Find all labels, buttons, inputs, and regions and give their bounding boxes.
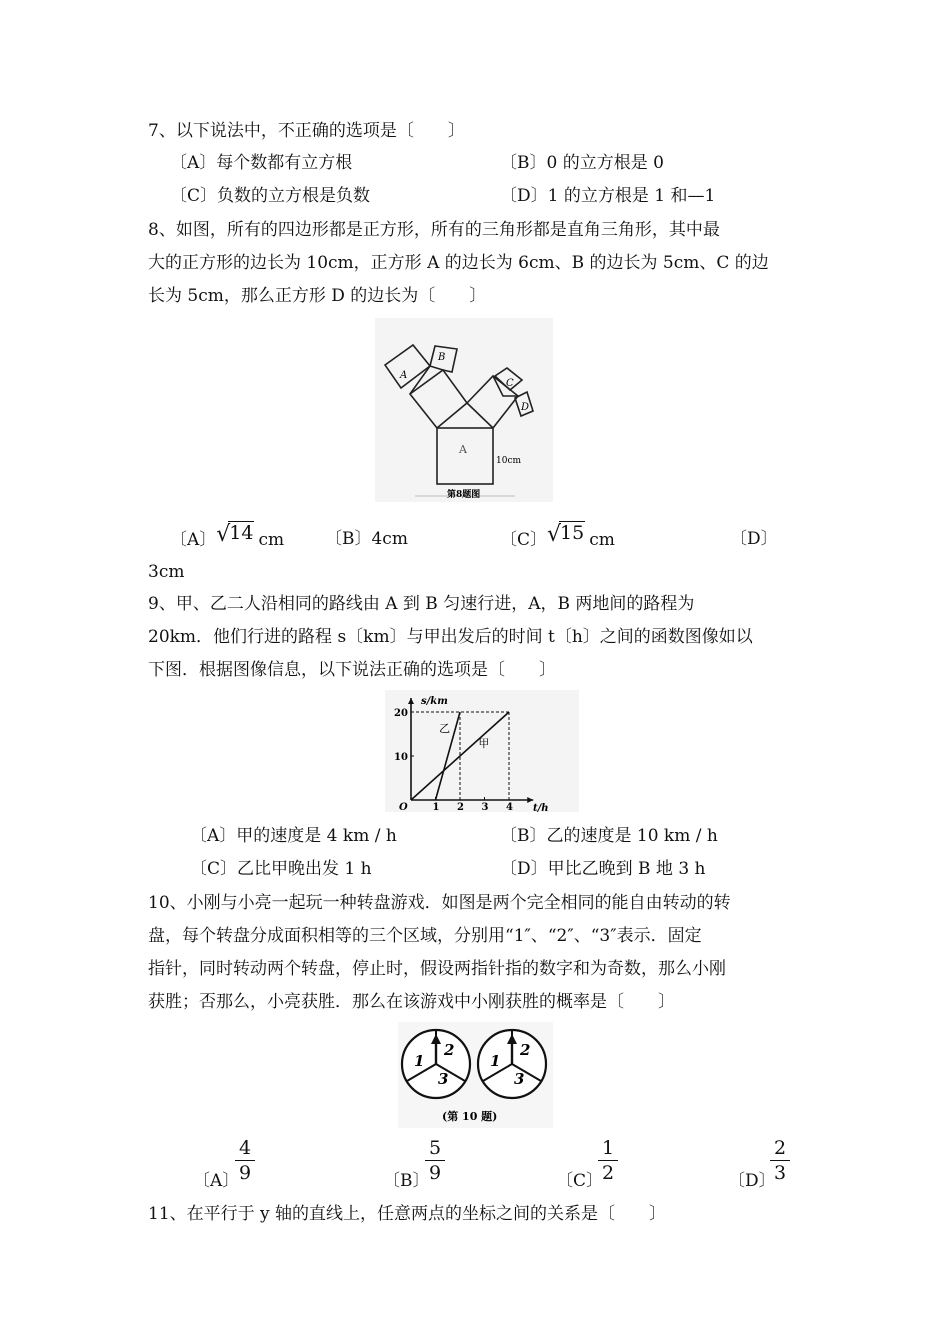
q10-option-c-prefix: 〔C〕 [556, 1171, 604, 1191]
q10-option-a-fraction [235, 1137, 255, 1184]
q8-option-d-prefix: 〔D〕 [730, 529, 778, 549]
origin-label: O [399, 802, 408, 812]
q9-option-a: 〔A〕甲的速度是 4 km / h [190, 826, 397, 846]
q8-label-d: D [521, 402, 530, 413]
q8-label-a-small: A [400, 370, 408, 381]
q7-option-b: 〔B〕0 的立方根是 0 [500, 153, 664, 173]
q9-line-1: 9、甲、乙二人沿相同的路线由 A 到 B 匀速行进，A，B 两地间的路程为 [148, 594, 695, 614]
q9-option-d: 〔D〕甲比乙晚到 B 地 3 h [500, 859, 706, 879]
q8-side-label: 10cm [496, 456, 522, 466]
q10-right-num-3: 3 [514, 1070, 525, 1088]
q8-option-d-value: 3cm [148, 562, 185, 582]
y-axis-label: s/km [421, 696, 448, 707]
y-tick-label-10: 10 [394, 752, 408, 763]
q9-line-2: 20km．他们行进的路程 s〔km〕与甲出发后的时间 t〔h〕之间的函数图像如以 [148, 627, 753, 647]
q10-figure [398, 1022, 553, 1128]
q11-stem: 11、在平行于 y 轴的直线上，任意两点的坐标之间的关系是〔 〕 [148, 1204, 667, 1224]
q10-line-3: 指针，同时转动两个转盘，停止时，假设两指针指的数字和为奇数，那么小刚 [148, 959, 726, 979]
q9-option-b: 〔B〕乙的速度是 10 km / h [500, 826, 718, 846]
q10-spinner-right [478, 1030, 546, 1098]
q10-line-1: 10、小刚与小亮一起玩一种转盘游戏．如图是两个完全相同的能自由转动的转 [148, 893, 731, 913]
q10-option-c-num: 1 [601, 1137, 615, 1159]
x-tick-label-2: 2 [457, 802, 464, 812]
q8-label-c: C [506, 378, 514, 389]
q8-label-b: B [438, 352, 446, 363]
q7-option-c: 〔C〕负数的立方根是负数 [170, 186, 371, 206]
series-label-jia: 甲 [478, 737, 490, 751]
q10-option-c-den: 2 [601, 1162, 615, 1184]
q10-option-a-num: 4 [238, 1137, 252, 1159]
x-axis-label: t/h [533, 803, 549, 812]
q10-caption: (第 10 题) [442, 1110, 498, 1123]
q7-option-a: 〔A〕每个数都有立方根 [170, 153, 353, 173]
q8-option-c-unit: cm [589, 530, 615, 550]
q8-option-b: 〔B〕4cm [325, 529, 408, 549]
q10-option-d-num: 2 [773, 1137, 787, 1159]
q8-option-a-radical: √ 14 [216, 522, 254, 547]
q10-option-d-prefix: 〔D〕 [728, 1171, 776, 1191]
q8-option-c-radical: √ 15 [547, 522, 585, 547]
q8-line-1: 8、如图，所有的四边形都是正方形，所有的三角形都是直角三角形，其中最 [148, 220, 720, 240]
x-tick-label-3: 3 [481, 802, 489, 812]
q8-line-3: 长为 5cm，那么正方形 D 的边长为〔 〕 [148, 286, 487, 306]
q7-option-d: 〔D〕1 的立方根是 1 和—1 [500, 186, 716, 206]
x-tick-label-4: 4 [506, 802, 513, 812]
q10-right-num-1: 1 [490, 1052, 501, 1070]
q8-option-a-prefix: 〔A〕 [170, 530, 217, 550]
q10-option-b-num: 5 [428, 1137, 442, 1159]
q10-option-b-prefix: 〔B〕 [383, 1171, 430, 1191]
q10-option-b-den: 9 [428, 1162, 442, 1184]
q8-option-c-radicand: 15 [560, 522, 585, 544]
q10-option-c-fraction [598, 1137, 618, 1184]
q10-option-a-den: 9 [238, 1162, 252, 1184]
q10-option-d-fraction [770, 1137, 790, 1184]
q10-option-a-prefix: 〔A〕 [193, 1171, 240, 1191]
q10-option-d-den: 3 [773, 1162, 787, 1184]
q8-option-c-prefix: 〔C〕 [500, 530, 548, 550]
q9-option-c: 〔C〕乙比甲晚出发 1 h [190, 859, 372, 879]
q7-stem: 7、以下说法中，不正确的选项是〔 〕 [148, 121, 465, 141]
q8-option-a-radicand: 14 [229, 522, 254, 544]
q8-figure [375, 318, 553, 502]
q9-chart [385, 690, 579, 812]
q8-option-c [500, 522, 615, 551]
q10-right-num-2: 2 [520, 1041, 531, 1059]
q10-option-b-fraction [425, 1137, 445, 1184]
q8-line-2: 大的正方形的边长为 10cm，正方形 A 的边长为 6cm、B 的边长为 5cm、C 的边 [148, 253, 769, 273]
q10-left-num-1: 1 [414, 1052, 425, 1070]
q10-line-4: 获胜；否那么，小亮获胜．那么在该游戏中小刚获胜的概率是〔 〕 [148, 992, 675, 1012]
q8-option-a-unit: cm [258, 530, 285, 550]
y-tick-label-20: 20 [394, 708, 408, 719]
q10-line-2: 盘，每个转盘分成面积相等的三个区域，分别用“1″、“2″、“3″表示．固定 [148, 926, 702, 946]
q8-caption: 第8题图 [447, 490, 481, 500]
q10-left-num-2: 2 [444, 1041, 455, 1059]
q10-spinner-left [402, 1030, 470, 1098]
q8-label-a-big: A [459, 443, 467, 456]
x-tick-label-1: 1 [432, 802, 440, 812]
q9-line-3: 下图．根据图像信息，以下说法正确的选项是〔 〕 [148, 660, 556, 680]
q8-option-a [170, 522, 285, 551]
series-label-yi: 乙 [439, 721, 451, 735]
q10-left-num-3: 3 [438, 1070, 449, 1088]
